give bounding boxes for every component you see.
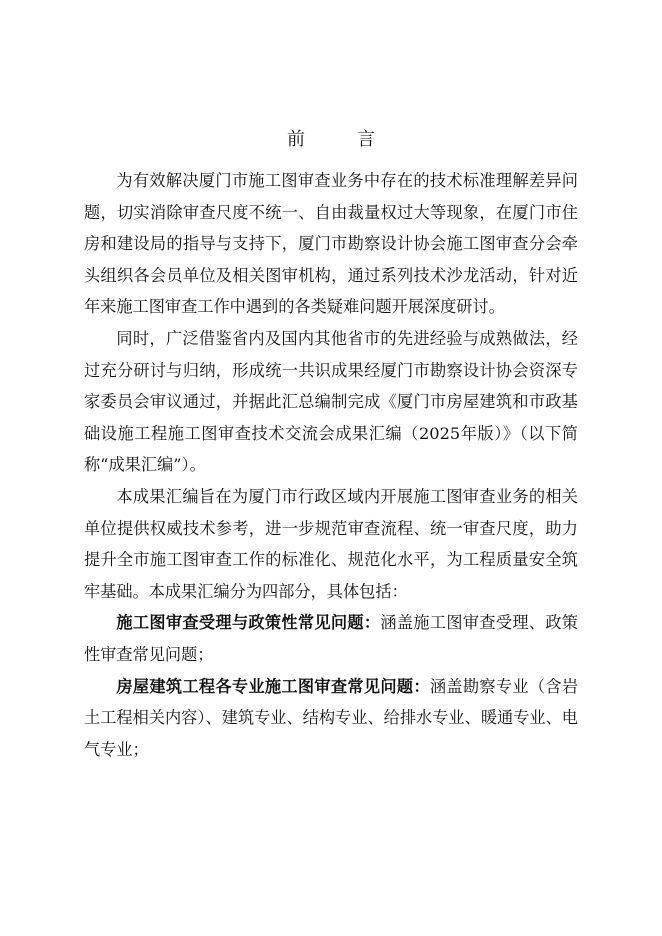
page-title [0, 128, 662, 152]
paragraph-intro [84, 165, 578, 323]
paragraph-sources [84, 323, 578, 481]
paragraph-text: 本成果汇编旨在为厦门市行政区域内开展施工图审查业务的相关单位提供权威技术参考，进一步规范审查流程、统一审查尺度，助力提升全市施工图审查工作的标准化、规范化水平，为工程质量安全筑牢基础。本成果汇编分为四部分，具体包括： [84, 486, 578, 601]
part-heading: 施工图审查受理与政策性常见问题： [116, 613, 381, 633]
paragraph-part-1 [84, 607, 578, 670]
document-body [84, 165, 578, 765]
paragraph-part-2 [84, 671, 578, 766]
paragraph-text: 同时，广泛借鉴省内及国内其他省市的先进经验与成熟做法，经过充分研讨与归纳，形成统一共识成果经厦门市勘察设计协会资深专家委员会审议通过，并据此汇总编制完成《厦门市房屋建筑和市政基础设施工程施工图审查技术交流会成果汇编（2025年版）》（以下简称“成果汇编”）。 [84, 328, 578, 475]
paragraph-text: 涵盖施工图审查受理、政策性审查常见问题； [84, 613, 578, 664]
paragraph-text: 涵盖勘察专业（含岩土工程相关内容）、建筑专业、结构专业、给排水专业、暖通专业、电气专业； [84, 676, 579, 759]
title-char-1: 前 [287, 129, 305, 150]
paragraph-text: 为有效解决厦门市施工图审查业务中存在的技术标准理解差异问题，切实消除审查尺度不统一、自由裁量权过大等现象，在厦门市住房和建设局的指导与支持下，厦门市勘察设计协会施工图审查分会牵头组织各会员单位及相关图审机构，通过系列技术沙龙活动，针对近年来施工图审查工作中遇到的各类疑难问题开展深度研讨。 [84, 171, 578, 317]
part-heading: 房屋建筑工程各专业施工图审查常见问题： [116, 676, 430, 696]
paragraph-purpose [84, 481, 578, 607]
title-char-2: 言 [357, 129, 375, 150]
